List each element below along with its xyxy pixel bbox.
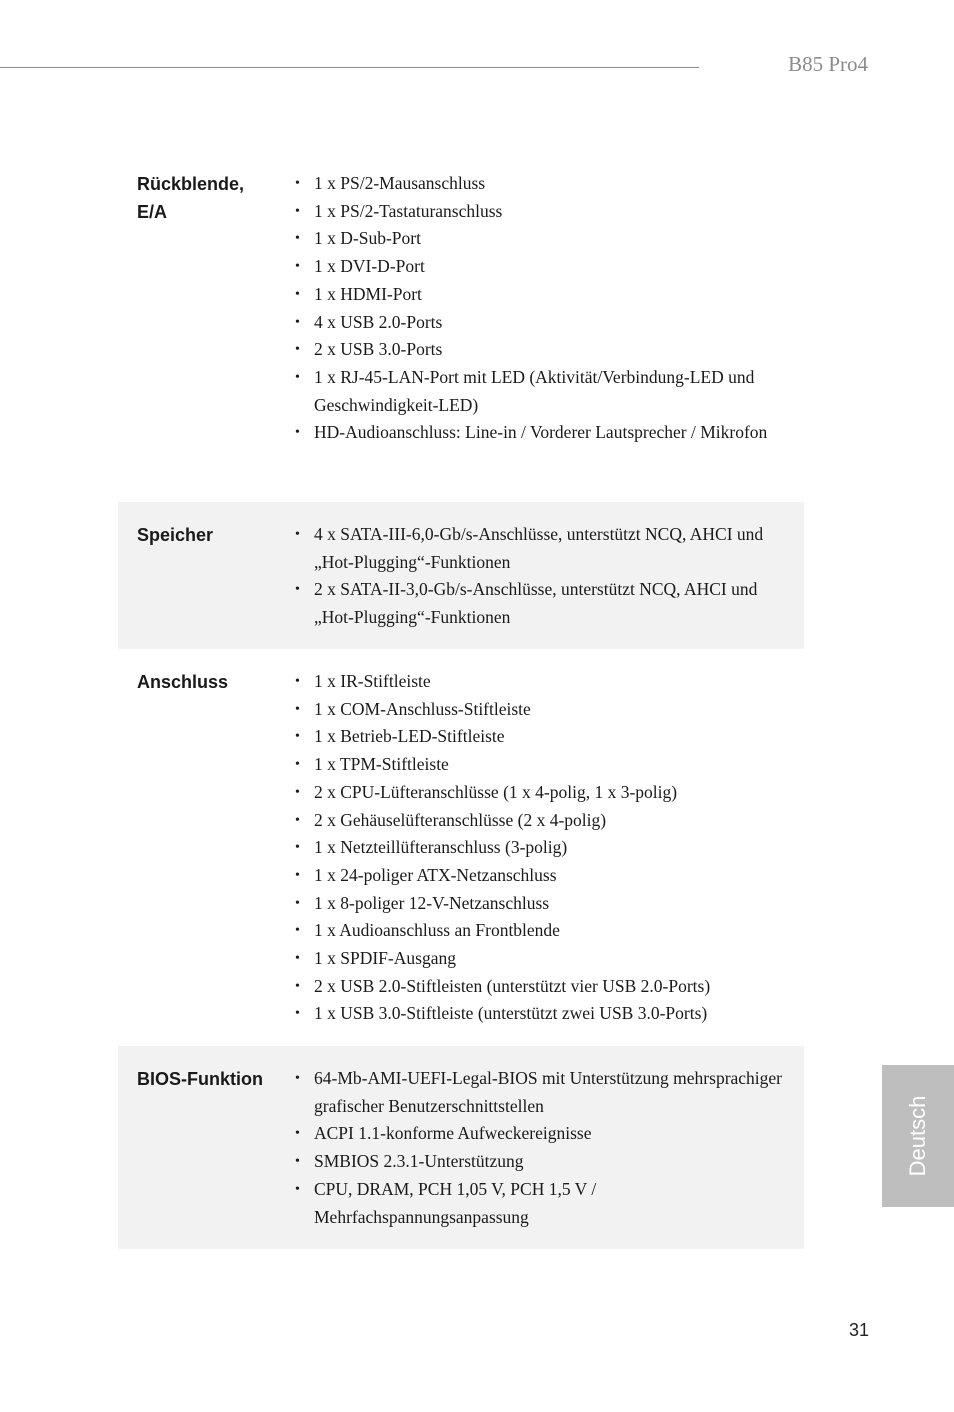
- list-item: • 1 x SPDIF-Ausgang: [295, 945, 804, 973]
- bullet-icon: •: [295, 1154, 300, 1170]
- bullet-icon: •: [295, 342, 300, 358]
- bullet-icon: •: [295, 867, 300, 883]
- list-item: • 1 x HDMI-Port: [295, 281, 804, 309]
- list-item: • CPU, DRAM, PCH 1,05 V, PCH 1,5 V / Mehrfachspannungsanpassung: [295, 1176, 804, 1231]
- bullet-icon: •: [295, 701, 300, 717]
- bullet-icon: •: [295, 895, 300, 911]
- bullet-icon: •: [295, 582, 300, 598]
- list-item: • 1 x TPM-Stiftleiste: [295, 751, 804, 779]
- list-item: • 1 x PS/2-Tastaturanschluss: [295, 198, 804, 226]
- bullet-icon: •: [295, 231, 300, 247]
- list-item: • 1 x Audioanschluss an Frontblende: [295, 917, 804, 945]
- list-item: • 1 x 24-poliger ATX-Netzanschluss: [295, 862, 804, 890]
- list-item: • 2 x Gehäuselüfteranschlüsse (2 x 4-polig): [295, 807, 804, 835]
- bullet-icon: •: [295, 812, 300, 828]
- bullet-icon: •: [295, 369, 300, 385]
- bullet-icon: •: [295, 314, 300, 330]
- list-item: • HD-Audioanschluss: Line-in / Vorderer Lautsprecher / Mikrofon: [295, 419, 804, 447]
- bullet-icon: •: [295, 1126, 300, 1142]
- bullet-icon: •: [295, 729, 300, 745]
- spec-table: [118, 160, 804, 1249]
- list-item: • 1 x Betrieb-LED-Stiftleiste: [295, 723, 804, 751]
- list-item: • 2 x CPU-Lüfteranschlüsse (1 x 4-polig, 1 x 3-polig): [295, 779, 804, 807]
- bullet-icon: •: [295, 1071, 300, 1086]
- spec-row-speicher: [118, 502, 804, 649]
- item-list: [295, 1065, 804, 1249]
- list-item: • 64-Mb-AMI-UEFI-Legal-BIOS mit Unterstützung mehrsprachiger grafischer Benutzerschnittstellen: [295, 1065, 804, 1120]
- bullet-icon: •: [295, 286, 300, 302]
- list-item: • 2 x USB 3.0-Ports: [295, 336, 804, 364]
- list-item: • SMBIOS 2.3.1-Unterstützung: [295, 1148, 804, 1176]
- section-label: Rückblende, E/A: [137, 174, 245, 222]
- section-label: Speicher: [137, 525, 214, 545]
- list-item: • 1 x Netzteillüfteranschluss (3-polig): [295, 834, 804, 862]
- item-list: [295, 170, 804, 502]
- bullet-icon: •: [295, 527, 300, 542]
- bullet-icon: •: [295, 1181, 300, 1197]
- page-number: 31: [848, 1320, 869, 1340]
- language-tab-label: Deutsch: [905, 1095, 930, 1177]
- spec-row-bios: [118, 1046, 804, 1249]
- bullet-icon: •: [295, 784, 300, 800]
- item-list: [295, 521, 804, 649]
- bullet-icon: •: [295, 951, 300, 967]
- bullet-icon: •: [295, 923, 300, 939]
- list-item: • ACPI 1.1-konforme Aufweckereignisse: [295, 1120, 804, 1148]
- bullet-icon: •: [295, 674, 300, 689]
- bullet-icon: •: [295, 176, 300, 191]
- item-list: [295, 668, 804, 1046]
- list-item: • 1 x IR-Stiftleiste: [295, 668, 804, 696]
- list-item: • 1 x 8-poliger 12-V-Netzanschluss: [295, 890, 804, 918]
- header-rule: [0, 67, 699, 68]
- language-tab: [882, 1065, 954, 1207]
- bullet-icon: •: [295, 259, 300, 275]
- list-item: • 1 x COM-Anschluss-Stiftleiste: [295, 696, 804, 724]
- model-title: B85 Pro4: [788, 52, 868, 76]
- list-item: • 4 x USB 2.0-Ports: [295, 309, 804, 337]
- list-item: • 1 x D-Sub-Port: [295, 225, 804, 253]
- section-label: BIOS-Funktion: [137, 1069, 263, 1089]
- bullet-icon: •: [295, 978, 300, 994]
- section-label: Anschluss: [137, 672, 229, 692]
- list-item: • 1 x PS/2-Mausanschluss: [295, 170, 804, 198]
- list-item: • 2 x USB 2.0-Stiftleisten (unterstützt vier USB 2.0-Ports): [295, 973, 804, 1001]
- list-item: • 2 x SATA-II-3,0-Gb/s-Anschlüsse, unterstützt NCQ, AHCI und „Hot-Plugging“-Funktionen: [295, 576, 804, 631]
- list-item: • 4 x SATA-III-6,0-Gb/s-Anschlüsse, unterstützt NCQ, AHCI und „Hot-Plugging“-Funktionen: [295, 521, 804, 576]
- list-item: • 1 x RJ-45-LAN-Port mit LED (Aktivität/Verbindung-LED und Geschwindigkeit-LED): [295, 364, 804, 419]
- list-item: • 1 x USB 3.0-Stiftleiste (unterstützt zwei USB 3.0-Ports): [295, 1000, 804, 1028]
- spec-row-rueckblende: [118, 160, 804, 502]
- spec-row-anschluss: [118, 649, 804, 1046]
- list-item: • 1 x DVI-D-Port: [295, 253, 804, 281]
- bullet-icon: •: [295, 840, 300, 856]
- bullet-icon: •: [295, 1006, 300, 1022]
- bullet-icon: •: [295, 203, 300, 219]
- bullet-icon: •: [295, 757, 300, 773]
- bullet-icon: •: [295, 425, 300, 441]
